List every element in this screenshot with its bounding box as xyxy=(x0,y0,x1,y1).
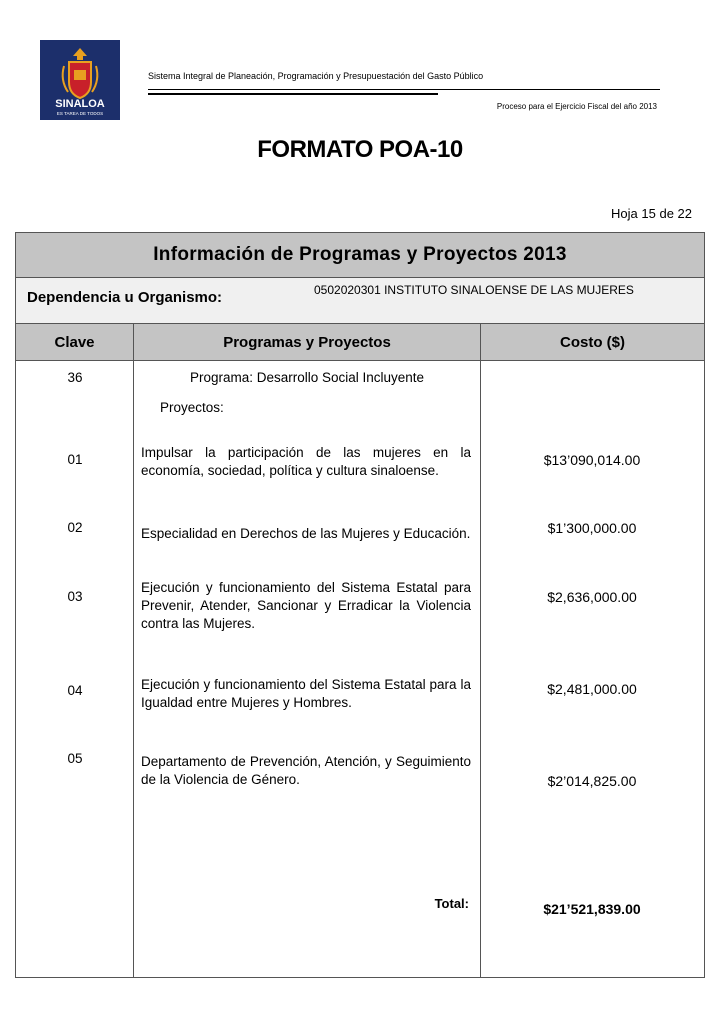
project-clave: 05 xyxy=(67,751,83,766)
projects-label: Proyectos: xyxy=(160,400,224,415)
column-header-programas: Programas y Proyectos xyxy=(223,333,391,351)
column-header-row xyxy=(16,324,704,361)
total-value: $21’521,839.00 xyxy=(543,901,641,917)
dependencia-row xyxy=(16,278,704,324)
column-divider xyxy=(480,324,481,977)
svg-text:ES TAREA DE TODOS: ES TAREA DE TODOS xyxy=(56,111,104,116)
column-divider xyxy=(133,324,134,977)
sinaloa-logo xyxy=(40,40,120,120)
project-clave: 03 xyxy=(67,589,83,604)
programs-table xyxy=(15,232,705,978)
svg-text:SINALOA: SINALOA xyxy=(55,98,105,110)
project-cost: $2,481,000.00 xyxy=(547,681,637,697)
project-cost: $2’014,825.00 xyxy=(547,773,637,789)
project-cost: $13’090,014.00 xyxy=(543,452,641,468)
project-description: Ejecución y funcionamiento del Sistema Estatal para la Igualdad entre Mujeres y Hombres. xyxy=(141,677,471,710)
project-cost: $1’300,000.00 xyxy=(547,520,637,536)
table-title: Información de Programas y Proyectos 2013 xyxy=(16,233,704,278)
dependencia-value: 0502020301 INSTITUTO SINALOENSE DE LAS MUJERES xyxy=(314,283,634,297)
project-clave: 02 xyxy=(67,520,83,535)
dependencia-label: Dependencia u Organismo: xyxy=(27,289,223,306)
process-label: Proceso para el Ejercicio Fiscal del año 2013 xyxy=(496,102,657,111)
header-rule xyxy=(148,89,660,90)
column-header-costo: Costo ($) xyxy=(560,333,625,351)
project-description: Departamento de Prevención, Atención, y Seguimiento de la Violencia de Género. xyxy=(141,754,471,787)
column-header-clave: Clave xyxy=(54,333,95,351)
project-description: Impulsar la participación de las mujeres en la economía, sociedad, política y cultura sinaloense. xyxy=(141,445,471,478)
total-label: Total: xyxy=(434,896,469,911)
sheet-number: Hoja 15 de 22 xyxy=(611,206,692,221)
form-title: FORMATO POA-10 xyxy=(257,136,463,163)
coat-of-arms-icon xyxy=(63,48,98,98)
system-title: Sistema Integral de Planeación, Programación y Presupuestación del Gasto Público xyxy=(148,71,484,81)
project-description: Especialidad en Derechos de las Mujeres y Educación. xyxy=(141,526,471,541)
program-clave: 36 xyxy=(67,370,83,385)
header-rule-thick xyxy=(148,93,438,95)
project-clave: 04 xyxy=(67,683,83,698)
project-description: Ejecución y funcionamiento del Sistema Estatal para Prevenir, Atender, Sancionar y Erradicar la Violencia contra las Mujeres. xyxy=(141,580,471,631)
program-name: Programa: Desarrollo Social Incluyente xyxy=(189,370,425,385)
project-clave: 01 xyxy=(67,452,83,467)
project-cost: $2,636,000.00 xyxy=(547,589,637,605)
